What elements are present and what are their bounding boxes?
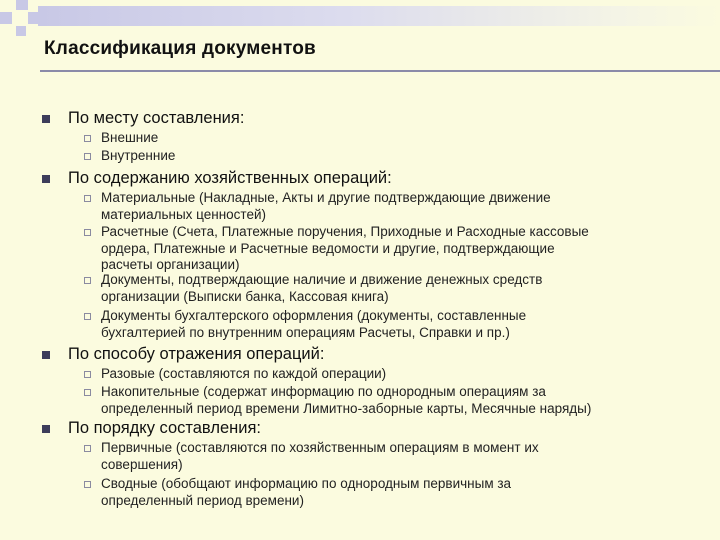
list-item-text: определенный период времени Лимитно-заборные карты, Месячные наряды) <box>101 400 592 416</box>
list-item-text: Разовые (составляются по каждой операции) <box>101 366 387 381</box>
list-item <box>101 272 542 305</box>
list-item-text: ордера, Платежные и Расчетные ведомости и другие, подтверждающие <box>101 240 555 256</box>
section-bullet-icon <box>42 351 50 359</box>
list-item-text: Сводные (обобщают информацию по однородным первичным за <box>101 476 512 491</box>
list-item-text: Накопительные (содержат информацию по однородным операциям за <box>101 384 546 399</box>
title-divider <box>40 70 720 72</box>
list-item <box>101 130 158 147</box>
list-item-text: Внешние <box>101 130 159 145</box>
item-bullet-icon <box>84 135 91 142</box>
list-item-text: Расчетные (Счета, Платежные поручения, Приходные и Расходные кассовые <box>101 224 589 239</box>
list-item-text: Документы бухгалтерского оформления (документы, составленные <box>101 308 527 323</box>
section-heading: По порядку составления: <box>68 419 261 437</box>
list-item-text: материальных ценностей) <box>101 206 266 222</box>
item-bullet-icon <box>84 389 91 396</box>
section-bullet-icon <box>42 425 50 433</box>
item-bullet-icon <box>84 371 91 378</box>
slide-title: Классификация документов <box>44 38 316 59</box>
list-item <box>101 384 591 417</box>
section-heading: По способу отражения операций: <box>68 345 325 363</box>
list-item <box>101 224 589 274</box>
item-bullet-icon <box>84 445 91 452</box>
list-item-text: Материальные (Накладные, Акты и другие подтверждающие движение <box>101 190 551 205</box>
list-item <box>101 476 511 509</box>
list-item <box>101 190 551 223</box>
list-item-text: Внутренние <box>101 148 176 163</box>
item-bullet-icon <box>84 153 91 160</box>
list-item-text: совершения) <box>101 456 183 472</box>
list-item-text: Документы, подтверждающие наличие и движение денежных средств <box>101 272 543 287</box>
title-band <box>38 6 720 26</box>
list-item-text: бухгалтерией по внутренним операциям Расчеты, Справки и пр.) <box>101 324 510 340</box>
item-bullet-icon <box>84 481 91 488</box>
list-item-text: Первичные (составляются по хозяйственным операциям в момент их <box>101 440 539 455</box>
item-bullet-icon <box>84 313 91 320</box>
section-bullet-icon <box>42 175 50 183</box>
section-bullet-icon <box>42 115 50 123</box>
item-bullet-icon <box>84 195 91 202</box>
list-item <box>101 308 526 341</box>
section-heading: По содержанию хозяйственных операций: <box>68 169 392 187</box>
list-item-text: определенный период времени) <box>101 492 304 508</box>
list-item-text: организации (Выписки банка, Кассовая книга) <box>101 288 389 304</box>
section-heading: По месту составления: <box>68 109 245 127</box>
item-bullet-icon <box>84 277 91 284</box>
list-item-text: расчеты организации) <box>101 257 240 272</box>
list-item <box>101 366 386 383</box>
item-bullet-icon <box>84 229 91 236</box>
list-item <box>101 148 175 165</box>
list-item <box>101 440 539 473</box>
